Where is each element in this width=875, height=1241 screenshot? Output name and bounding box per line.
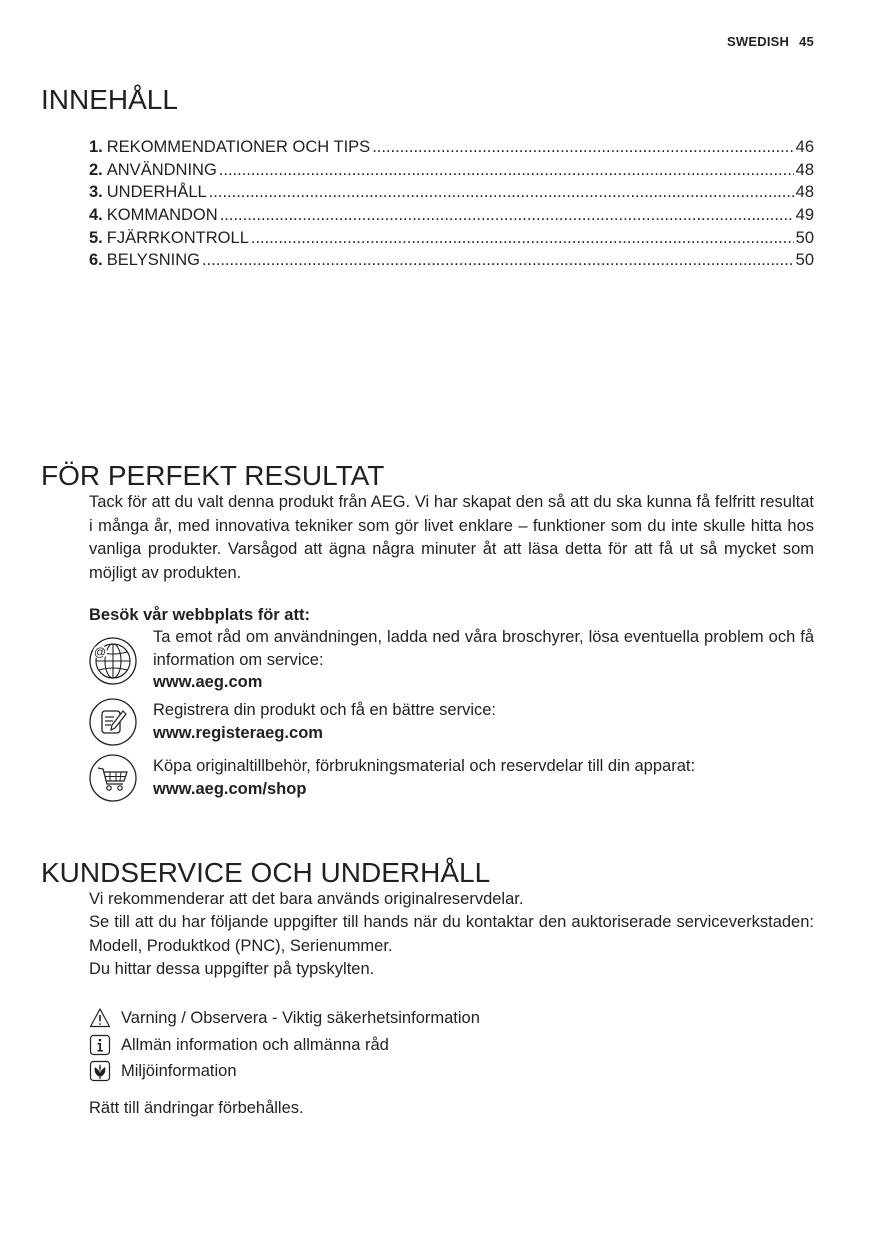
toc-item-number: 2. [89, 160, 103, 179]
contents-heading: INNEHÅLL [41, 84, 178, 115]
environment-icon [89, 1060, 111, 1082]
service-description: Ta emot råd om användningen, ladda ned våra broschyrer, lösa eventuella problem och få information om service: [153, 628, 814, 669]
legend-text: Miljöinformation [121, 1061, 237, 1080]
toc-item[interactable] [89, 227, 814, 250]
table-of-contents [89, 136, 814, 272]
info-icon [89, 1034, 111, 1056]
toc-item-title: UNDERHÅLL [106, 183, 207, 202]
toc-item-title: ANVÄNDNING [106, 160, 217, 179]
legend-item [89, 1007, 480, 1029]
toc-leader [219, 159, 794, 182]
customer-service-heading: KUNDSERVICE OCH UNDERHÅLL [41, 857, 491, 888]
language-label: SWEDISH [727, 34, 790, 49]
customer-line-3: Du hittar dessa uppgifter på typskylten. [89, 960, 375, 978]
warning-icon [89, 1007, 111, 1029]
service-link[interactable]: www.registeraeg.com [153, 723, 323, 742]
service-item [89, 754, 814, 804]
toc-item-page: 46 [795, 138, 814, 156]
shopping-cart-icon [89, 754, 137, 802]
toc-item[interactable] [89, 136, 814, 159]
toc-item-title: KOMMANDON [106, 206, 218, 225]
footer-note: Rätt till ändringar förbehålles. [89, 1099, 304, 1117]
toc-item[interactable] [89, 181, 814, 204]
service-item [89, 626, 814, 690]
toc-item-page: 48 [795, 183, 814, 202]
svg-text:@: @ [93, 645, 107, 659]
register-form-icon [89, 698, 137, 746]
legend-item [89, 1060, 237, 1082]
toc-leader [202, 249, 794, 272]
legend-item [89, 1034, 389, 1056]
toc-item-page: 49 [795, 206, 814, 225]
toc-leader [209, 181, 794, 204]
legend-text: Varning / Observera - Viktig säkerhetsinformation [121, 1008, 480, 1027]
toc-item[interactable] [89, 204, 814, 227]
service-item [89, 698, 814, 748]
customer-line-1: Vi rekommenderar att det bara används originalreservdelar. [89, 890, 524, 908]
toc-item-number: 6. [89, 251, 103, 270]
customer-line-2: Se till att du har följande uppgifter till hands när du kontaktar den auktoriserade serviceverkstaden: Modell, Produktkod (PNC), Serienummer. [89, 913, 814, 955]
service-description: Köpa originaltillbehör, förbrukningsmaterial och reservdelar till din apparat: [153, 757, 696, 775]
service-link[interactable]: www.aeg.com [153, 673, 263, 691]
toc-item[interactable] [89, 249, 814, 272]
page-number: 45 [799, 34, 814, 49]
toc-item-title: FJÄRRKONTROLL [106, 228, 249, 247]
service-description: Registrera din produkt och få en bättre service: [153, 701, 497, 719]
perfect-result-heading: FÖR PERFEKT RESULTAT [41, 460, 385, 491]
toc-item-number: 4. [89, 206, 103, 225]
toc-leader [220, 204, 794, 227]
toc-leader [372, 136, 793, 159]
toc-item-title: REKOMMENDATIONER OCH TIPS [106, 138, 371, 156]
page-header [727, 34, 814, 49]
toc-leader [251, 227, 794, 250]
legend-text: Allmän information och allmänna råd [121, 1035, 389, 1054]
toc-item-page: 48 [795, 160, 814, 179]
toc-item-number: 5. [89, 228, 103, 247]
toc-item-page: 50 [795, 228, 814, 247]
toc-item-number: 3. [89, 183, 103, 202]
intro-paragraph: Tack för att du valt denna produkt från AEG. Vi har skapat den så att du ska kunna få felfritt resultat i många år, med innovativa tekniker som gör livet enklare – funktioner som du inte skulle hitta hos vanliga produkter. Varsågod att ägna några minuter åt att läsa detta för att få ut så mycket som möjligt av produkten. [89, 493, 814, 582]
toc-item-number: 1. [89, 138, 103, 156]
globe-at-icon [89, 637, 137, 685]
toc-item-title: BELYSNING [106, 251, 200, 270]
toc-item[interactable] [89, 159, 814, 182]
toc-item-page: 50 [795, 251, 814, 270]
service-link[interactable]: www.aeg.com/shop [153, 779, 307, 798]
visit-heading: Besök vår webbplats för att: [89, 606, 310, 624]
